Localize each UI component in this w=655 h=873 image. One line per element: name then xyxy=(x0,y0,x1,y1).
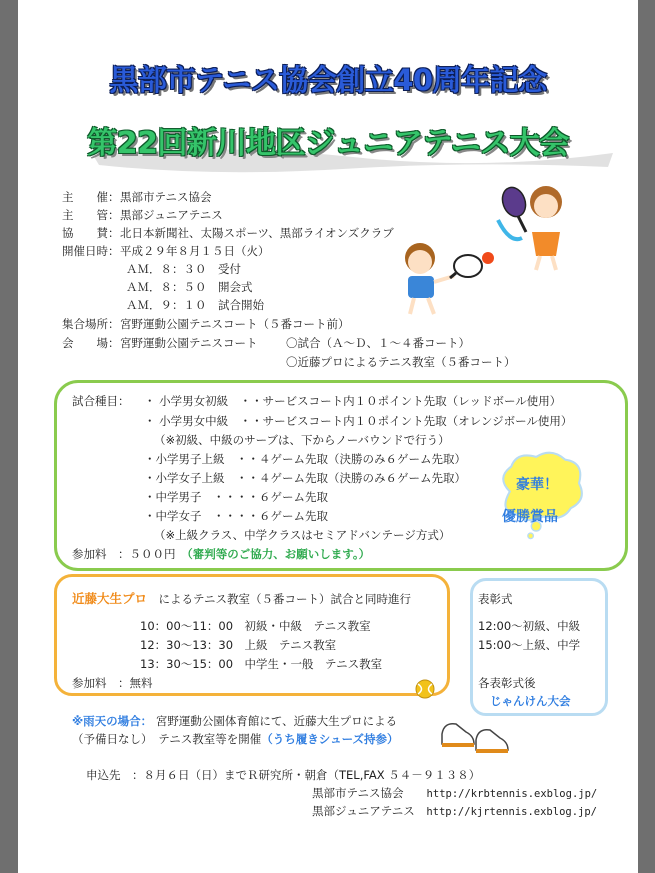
events-fee-row: 参加料 ：５００円 （審判等のご協力、お願いします。） xyxy=(72,547,371,561)
bubble-line1: 豪華！ xyxy=(516,477,558,493)
clinic-row: 12：30～13：30 上級 テニス教室 xyxy=(140,638,337,652)
venue-row: 会 場：宮野運動公園テニスコート xyxy=(62,336,258,350)
event-note: （※上級クラス、中学クラスはセミアドバンテージ方式） xyxy=(154,528,451,542)
events-label: 試合種目： xyxy=(72,394,130,408)
sub-title: 第22回新川地区ジュニアテニス大会 xyxy=(87,126,569,161)
rain-line2: （予備日なし） テニス教室等を開催（うち履きシューズ持参） xyxy=(72,732,399,746)
award-row: 15:00～上級、中学 xyxy=(478,638,581,652)
event-row: ・小学女子上級 ・・４ゲーム先取（決勝のみ６ゲーム先取） xyxy=(144,471,466,485)
award-row: 12:00～初級、中級 xyxy=(478,619,581,633)
venue-note: 〇近藤プロによるテニス教室（５番コート） xyxy=(286,355,516,369)
event-note: （※初級、中級のサーブは、下からノーバウンドで行う） xyxy=(154,433,450,447)
org2-url[interactable]: http://kjrtennis.exblog.jp/ xyxy=(426,806,597,818)
event-row: ・小学男子上級 ・・４ゲーム先取（決勝のみ６ゲーム先取） xyxy=(144,452,466,466)
boy-tennis-player-illustration xyxy=(398,240,498,320)
indoor-shoes-illustration xyxy=(438,714,514,756)
event-row: ・中学男子 ・・・・６ゲーム先取 xyxy=(144,490,328,504)
date-row: 開催日時：平成２９年８月１５日（火） xyxy=(62,244,270,258)
flyer-page xyxy=(18,0,638,873)
meeting-place-row: 集合場所：宮野運動公園テニスコート（５番コート前） xyxy=(62,317,350,331)
time-row: ＡＭ．８：５０ 開会式 xyxy=(126,280,253,294)
sponsor-row: 協 賛：北日本新聞社、太陽スポーツ、黒部ライオンズクラブ xyxy=(62,226,394,240)
org1-url[interactable]: http://krbtennis.exblog.jp/ xyxy=(426,788,598,800)
main-title: 黒部市テニス協会創立40周年記念 xyxy=(109,63,547,97)
prize-bubble xyxy=(476,450,606,540)
rain-line1: ※雨天の場合： 宮野運動公園体育館にて、近藤大生プロによる xyxy=(72,714,398,728)
event-row: ・ 小学男女初級 ・・サービスコート内１０ポイント先取（レッドボール使用） xyxy=(144,394,562,408)
organizer-row: 主 催：黒部市テニス協会 xyxy=(62,190,212,204)
time-row: ＡＭ．９：１０ 試合開始 xyxy=(126,298,264,312)
girl-tennis-player-illustration xyxy=(496,180,576,272)
time-row: ＡＭ．８：３０ 受付 xyxy=(126,262,241,276)
apply-row: 申込先 ：８月６日（日）までＲ研究所・朝倉（TEL,FAX ５４－９１３８） xyxy=(86,768,481,782)
venue-note: 〇試合（Ａ～Ｄ、１～４番コート） xyxy=(286,336,470,350)
tennis-ball-icon xyxy=(414,678,436,700)
award-after: 各表彰式後 xyxy=(478,676,536,690)
org1-row: 黒部市テニス協会 http://krbtennis.exblog.jp/ xyxy=(312,786,598,800)
clinic-row: 10：00～11：00 初級・中級 テニス教室 xyxy=(140,619,371,633)
clinic-row: 13：30～15：00 中学生・一般 テニス教室 xyxy=(140,657,383,671)
event-row: ・中学女子 ・・・・６ゲーム先取 xyxy=(144,509,328,523)
clinic-fee-row: 参加料 ：無料 xyxy=(72,676,153,690)
org2-row: 黒部ジュニアテニス http://kjrtennis.exblog.jp/ xyxy=(312,804,597,818)
bubble-line2: 優勝賞品 xyxy=(502,509,558,525)
clinic-header: 近藤大生プロ によるテニス教室（５番コート）試合と同時進行 xyxy=(72,591,412,606)
award-title: 表彰式 xyxy=(478,592,513,606)
janken-text: じゃんけん大会 xyxy=(490,694,571,708)
event-row: ・ 小学男女中級 ・・サービスコート内１０ポイント先取（オレンジボール使用） xyxy=(144,414,573,428)
manager-row: 主 管：黒部ジュニアテニス xyxy=(62,208,223,222)
